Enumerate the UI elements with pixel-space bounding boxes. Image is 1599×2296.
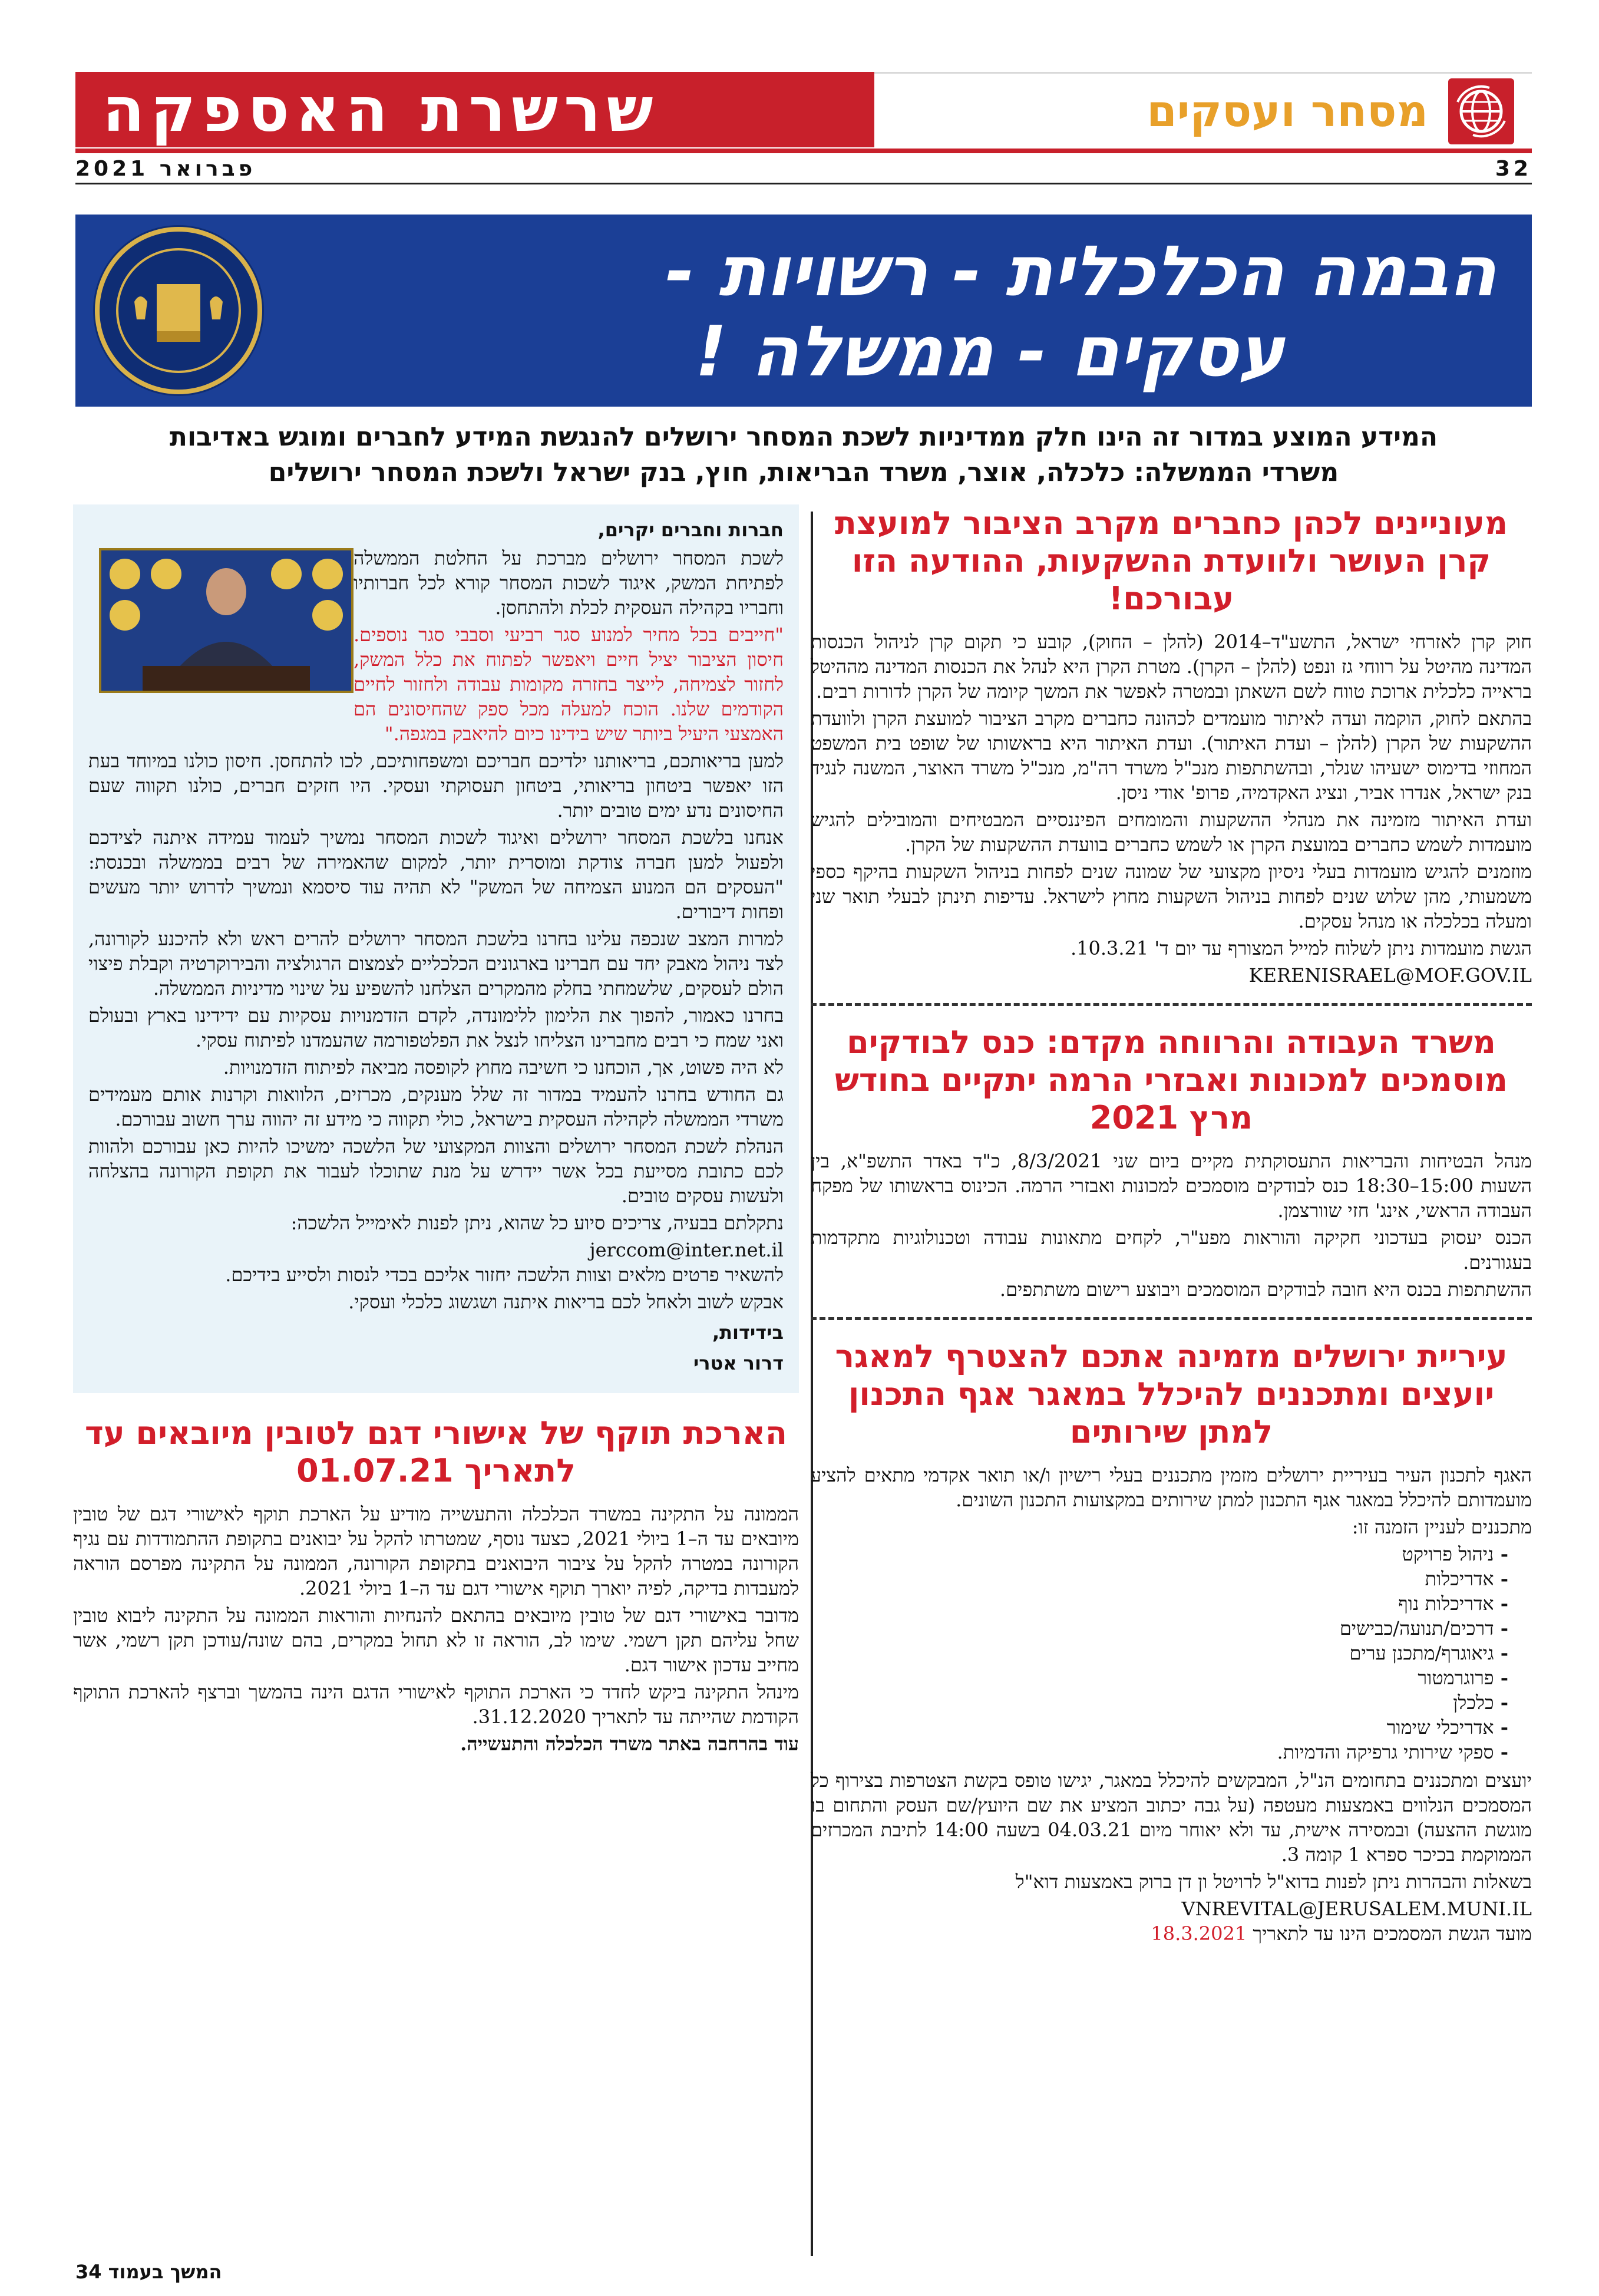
headline-line-1: הבמה הכלכלית - רשויות - (665, 230, 1496, 312)
letter-paragraph: בחרנו כאמור, להפוך את הלימון ללימונדה, לקדם הזדמנויות עסקיות עם ידידינו בארץ ובעולם ואני שמח כי רבים מחברינו הצליחו לנצל את הפלטפורמה שהעמדנו לפיתוח עסקי. (88, 1004, 784, 1051)
planner-list (811, 1542, 1532, 1764)
section-divider (811, 1317, 1532, 1320)
letter-paragraph: גם החודש בחרנו להעמיד במדור זה שלל מענקים, מכרזים, הלוואות וקרנות אותם מעמידים משרדי הממשלה לקהילה העסקית בישראל, כולי תקווה כי מידע זה יהווה ערך חשוב עבורכם. (88, 1083, 784, 1130)
municipality-email-link[interactable]: VNREVITAL@JERUSALEM.MUNI.IL (1181, 1898, 1532, 1920)
letter-paragraph: אבקש לשוב ולאחל לכם בריאות איתנה ושגשוג כלכלי ועסקי. (348, 1291, 784, 1313)
letter-closing: בידידות, (712, 1321, 784, 1344)
headline (666, 231, 1496, 391)
letter-paragraph: להשאיר פרטים מלאים וצוות הלשכה יחזור אליכם בכדי לנסות ולסייע בידיכם. (225, 1264, 784, 1286)
labor-paragraph: מנהל הבטיחות והבריאות התעסוקתית מקיים ביום שני 8/3/2021, כ"ד באדר התשפ"א, בין השעות 15:00–18:30 כנס לבודקים מוסמכים למכונות ואבזרי הרמה. הכינוס בראשותו של מפקח העבודה הראשי, אינג' חזי שוורצמן. (811, 1150, 1532, 1222)
list-item: - אדריכלי שימור (811, 1715, 1508, 1740)
letter-signature: דרור אטרי (693, 1352, 784, 1374)
standards-paragraph: מדובר באישורי דגם של טובין מיובאים בהתאם להנחיות והוראות הממונה על התקינה ליבוא טובין שחל עליהם תקן רשמי. שימו לב, הוראה זו לא תחול במקרים, בהם שונה/עודכן תקן רשמי, אשר מחייב עדכון אישור דגם. (73, 1604, 799, 1676)
fund-paragraph: חוק קרן לאזרחי ישראל, התשע"ד–2014 (להלן – החוק), קובע כי תקום קרן לניהול הכנסות המדינה מהיטל על רווחי גז ונפט (להלן – הקרן). מטרת הקרן היא לנהל את הכנסות המדינה מההיטל בראייה כלכלית ארוכת טווח לשם השאתן ובמטרה לאפשר את המשך קיומה של הקרן לדורות רבים. (811, 631, 1532, 702)
headline-banner (75, 215, 1532, 407)
section-header (874, 72, 1532, 149)
globe-icon (1448, 78, 1514, 144)
publication-title: שרשרת האספקה (75, 72, 874, 147)
letter-paragraph: למען בריאותכם, בריאותנו ילדיכם חבריכם ומשפחותיכם, לכו להתחסן. חיסון כולנו במיוחד בעת הזו יאפשר ביטחון בריאותי, ביטחון תעסוקתי ועסקי. היו חזקים חברים, כולנו תקווה שעם החיסונים נדע ימים טובים יותר. (88, 750, 784, 822)
list-item: - כלכלן (811, 1690, 1508, 1715)
right-column (811, 504, 1532, 1948)
fund-heading: מעוניינים לכהן כחברים מקרב הציבור למועצת קרן העושר ולוועדת ההשקעות, ההודעה הזו עבורכם! (834, 504, 1508, 617)
deadline-label: מועד הגשת המסמכים הינו עד לתאריך (1253, 1922, 1532, 1945)
list-item: - גיאוגרף/מתכנן ערים (811, 1641, 1508, 1665)
deadline-date: 18.3.2021 (1151, 1922, 1247, 1945)
list-item: - דרכים/תנועה/כבישים (811, 1616, 1508, 1641)
issue-line (75, 154, 1532, 184)
page-number: 32 (1495, 156, 1532, 181)
municipality-deadline (811, 1921, 1532, 1946)
list-item: - פרוגרמטור (811, 1665, 1508, 1690)
standards-heading: הארכת תוקף של אישורי דגם לטובין מיובאים עד לתאריך 01.07.21 (84, 1414, 788, 1489)
standards-more: עוד בהרחבה באתר משרד הכלכלה והתעשייה. (460, 1733, 799, 1755)
continued-note: המשך בעמוד 34 (75, 2261, 222, 2283)
article-labor (811, 1024, 1532, 1302)
section-divider (811, 1003, 1532, 1006)
left-column (73, 504, 799, 1759)
fund-paragraph: בהתאם לחוק, הוקמה ועדה לאיתור מועמדים לכהונה כחברים מקרב הציבור למועצת הקרן ולוועדת ההשקעות של הקרן (להלן – ועדת האיתור). ועדת האיתור היא בראשותו של שופט בית המשפט המחוזי בדימוס ישעיהו שנלר, ובהשתתפות מנכ"ל משרד רה"מ, מנכ"ל משרד האוצר, המשנה לנגיד בנק ישראל, אנדרו אביר, ונציג האקדמיה, פרופ' אודי ניסן. (811, 707, 1532, 804)
labor-paragraph: ההשתתפות בכנס היא חובה לבודקים המוסמכים ויבוצע רישום משתתפים. (999, 1278, 1532, 1301)
list-item: - אדריכלות נוף (811, 1591, 1508, 1616)
municipality-paragraph: מתכננים לעניין הזמנה זו: (1352, 1516, 1532, 1538)
intro-line-1: המידע המוצע במדור זה הינו חלק ממדיניות לשכת המסחר ירושלים להנגשת המידע לחברים ומוגש באדיבות (169, 422, 1438, 452)
labor-paragraph: הכנס יעסוק בעדכוני חקיקה והוראות מפע"ר, לקחים מתאונות עבודה וטכנולוגיות מתקדמות בעגורנים. (811, 1226, 1532, 1274)
municipality-heading: עיריית ירושלים מזמינה אתכם להצטרף למאגר יועצים ומתכננים להיכלל במאגר אגף התכנון למתן שירותים (835, 1338, 1508, 1450)
masthead-rule (75, 149, 1532, 153)
fund-paragraph: הגשת מועמדות ניתן לשלוח למייל המצורף עד יום ד' 10.3.21. (1070, 937, 1532, 959)
chamber-logo (93, 225, 264, 396)
article-fund (811, 504, 1532, 988)
fund-email-link[interactable]: KERENISRAEL@MOF.GOV.IL (1248, 964, 1532, 987)
chamber-email-link[interactable]: jerccom@inter.net.il (589, 1239, 784, 1261)
municipality-paragraph: יועצים ומתכננים בתחומים הנ"ל, המבקשים להיכלל במאגר, יגישו טופס בקשת הצטרפות בצירוף כל המסמכים הנלווים באמצעות מעטפה (על גבה יכתוב המציע את שם היועץ/שם העסק והתחום בו מוגשת ההצעה) ובמסירה אישית, עד ולא יאוחר מיום 04.03.21 בשעה 14:00 לתיבת המכרזים הממוקמת בכיכר ספרא 1 קומה 3. (811, 1769, 1532, 1866)
standards-paragraph: מינהל התקינה ביקש לחדד כי הארכת התוקף לאישורי הדגם הינה בהמשך וברצף להארכת התוקף הקודמת שהייתה עד לתאריך 31.12.2020. (73, 1681, 800, 1728)
standards-paragraph: הממונה על התקינה במשרד הכלכלה והתעשייה מודיע על הארכת תוקף לאישורי דגם של טובין מיובאים עד ה–1 ביולי 2021, כצעד נוסף, שמטרתו להקל על יבואנים בתקופת ההתמודדות עם נגיף הקורונה במטרה להקל על ציבור היבואנים בתקופת הקורונה, הממונה על התקינה מפרסם הוראה למעבדות בדיקה, לפיה יוארך תוקף אישורי דגם עד ה–1 ביולי 2021. (73, 1503, 800, 1599)
masthead (75, 72, 1532, 147)
letter-paragraph: אנחנו בלשכת המסחר ירושלים ואיגוד לשכות המסחר נמשיך לעמוד עמידה איתנה לצידכם ולפעול למען חברה צודקת ומוסרית יותר, למקום שהאמירה של רבים בממשלה ובכנסת: "העסקים הם המנוע הצמיחה של המשק" לא תהיה עוד סיסמא ונמשיך לדרוש יותר מעשים ופחות דיבורים. (88, 826, 784, 923)
fund-paragraph: ועדת האיתור מזמינה את מנהלי ההשקעות והמומחים הפיננסיים המבטיחים והמובילים להגיש מועמדות לשמש כחברים במועצת הקרן או לשמש כחברים בוועדת ההשקעות של הקרן. (811, 809, 1532, 856)
list-item: - אדריכלות (811, 1566, 1508, 1591)
chairman-photo (99, 548, 354, 693)
article-standards (73, 1414, 799, 1756)
letter-quote: "חייבים בכל מחיר למנוע סגר רביעי וסבבי סגר נוספים. חיסון הציבור יציל חיים ויאפשר לפתוח את כלל המשק, לחזור לצמיחה, לייצר בחזרה מקומות עבודה ולחזור לחיים הקודמים שלנו. הוכח למעלה מכל ספק שהחיסונים הם האמצעי היעיל ביותר שיש בידינו כיום להיאבק במגפה." (354, 624, 784, 745)
chairman-letter (73, 504, 799, 1393)
letter-paragraph: נתקלתם בבעיה, צריכים סיוע כל שהוא, ניתן לפנות לאימייל הלשכה: (290, 1212, 784, 1234)
letter-paragraph: לשכת המסחר ירושלים מברכת על החלטת הממשלה לפתיחת המשק, איגוד לשכות המסחר קורא לכל חברותיו וחבריו בקהילה העסקית לכלת ולהתחסן. (354, 547, 784, 619)
issue-date: פברואר 2021 (75, 156, 256, 181)
municipality-paragraph: בשאלות והבהרות ניתן לפנות בדוא"ל לרויטל ון דן ברוק באמצעות דוא"ל (1015, 1871, 1532, 1893)
labor-heading: משרד העבודה והרווחה מקדם: כנס לבודקים מוסמכים למכונות ואבזרי הרמה יתקיים בחודש מרץ 2021 (834, 1024, 1508, 1136)
article-municipality (811, 1338, 1532, 1946)
headline-line-2: עסקים - ממשלה ! (695, 311, 1284, 392)
list-item: - ספקי שירותי גרפיקה והדמיות. (811, 1740, 1508, 1764)
fund-paragraph: מוזמנים להגיש מועמדות בעלי ניסיון מקצועי של שמונה שנים לפחות בניהול השקעות בהיקף כספי משמעותי, מהן שלוש שנים לפחות בניהול השקעות מחוץ לישראל. עדיפות תינתן לבעלי תואר שני ומעלה בכלכלה או מנהל עסקים. (811, 860, 1532, 932)
list-item: - ניהול פרויקט (811, 1542, 1508, 1566)
letter-paragraph: הנהלת לשכת המסחר ירושלים והצוות המקצועי של הלשכה ימשיכו להיות כאן עבורכם ולהוות לכם כתובת מסייעת בכל אשר יידרש על מנת שתוכלו לעבור את תקופת הקורונה בהצלחה ולעשות עסקים טובים. (88, 1135, 784, 1207)
intro-text (75, 420, 1532, 490)
intro-line-2: משרדי הממשלה: כלכלה, אוצר, משרד הבריאות, חוץ, בנק ישראל ולשכת המסחר ירושלים (268, 457, 1339, 487)
municipality-paragraph: האגף לתכנון העיר בעיריית ירושלים מזמין מתכננים בעלי רישיון ו/או תואר אקדמי מתאים להציע מועמדותם להיכלל במאגר אגף התכנון למתן שירותים במקצועות התכנון השונים. (811, 1464, 1532, 1511)
letter-greeting: חברות וחברים יקרים, (597, 519, 784, 541)
letter-paragraph: לא היה פשוט, אך, הוכחנו כי חשיבה מחוץ לקופסה מביאה לפיתוח הזדמנויות. (223, 1056, 784, 1078)
section-name: מסחר ועסקים (1147, 86, 1428, 137)
letter-paragraph: למרות המצב שנכפה עלינו בחרנו בלשכת המסחר ירושלים להרים ראש ולא להיכנע לקורונה, לצד ניהול מאבק יחד עם חברינו בארגונים הכלכליים לצמצום הרגולציה והבירוקרטיה וקבלת פיצוי הולם לעסקים, שלשמחתי בחלק מהמקרים הצלחנו להשפיע על שינוי מדיניות הממשלה. (88, 928, 784, 999)
